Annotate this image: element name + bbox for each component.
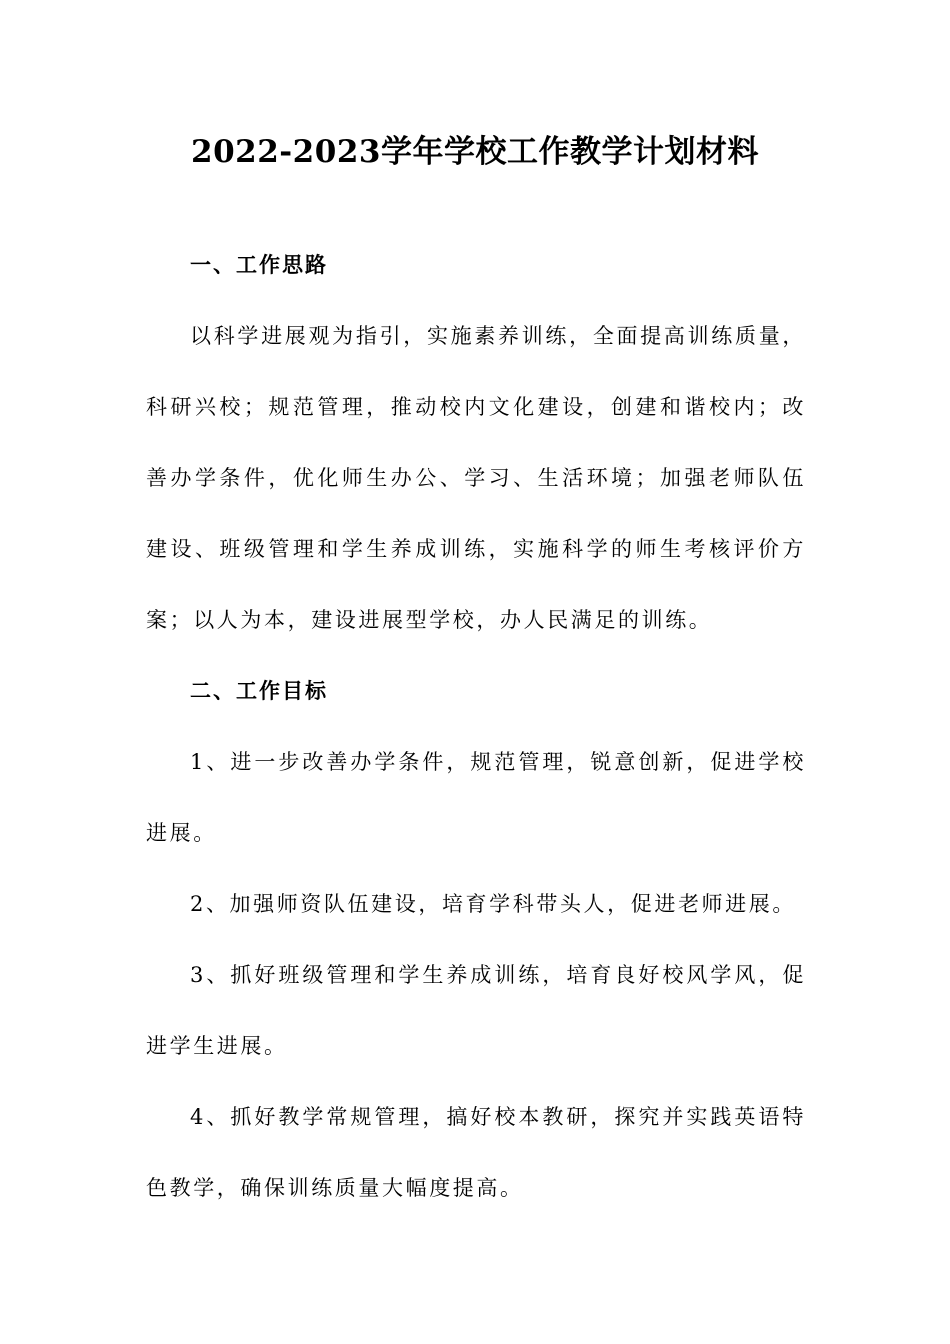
goal-item: 4、抓好教学常规管理，搞好校本教研，探究并实践英语特色教学，确保训练质量大幅度提高。 (146, 1105, 806, 1200)
goal-item: 1、进一步改善办学条件，规范管理，锐意创新，促进学校进展。 (146, 750, 806, 845)
section-work-goals (146, 656, 806, 1224)
section-heading: 一、工作思路 (190, 253, 328, 277)
goal-item: 2、加强师资队伍建设，培育学科带头人，促进老师进展。 (190, 892, 796, 916)
section-work-approach (146, 230, 806, 656)
document-title: 2022-2023学年学校工作教学计划材料 (191, 134, 759, 170)
section-heading: 二、工作目标 (190, 679, 328, 703)
goal-item: 3、抓好班级管理和学生养成训练，培育良好校风学风，促进学生进展。 (146, 963, 806, 1058)
paragraph: 以科学进展观为指引，实施素养训练，全面提高训练质量，科研兴校；规范管理，推动校内文化建设，创建和谐校内；改善办学条件，优化师生办公、学习、生活环境；加强老师队伍建设、班级管理和学生养成训练，实施科学的师生考核评价方案；以人为本，建设进展型学校，办人民满足的训练。 (146, 324, 806, 632)
document-body (146, 230, 806, 1224)
